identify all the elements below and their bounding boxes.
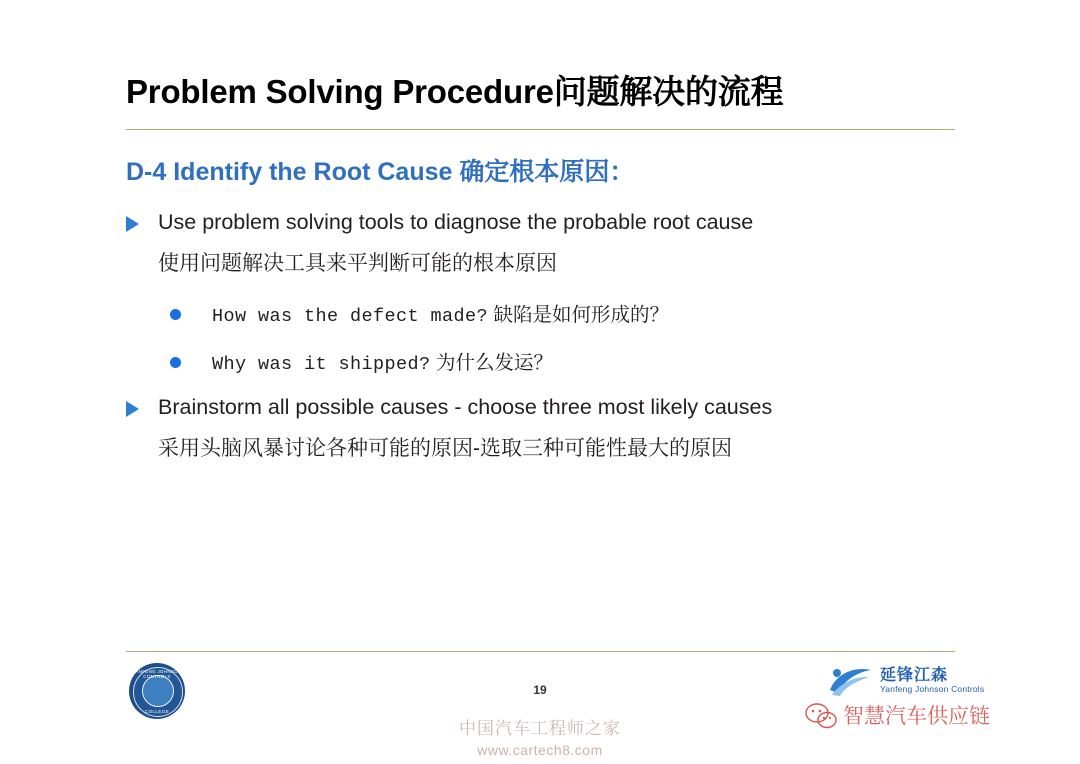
- triangle-bullet-icon: [126, 216, 139, 232]
- site-watermark-url: www.cartech8.com: [477, 742, 603, 758]
- corporate-logo: [828, 662, 985, 704]
- wechat-watermark-text: 智慧汽车供应链: [843, 705, 990, 728]
- corporate-logo-cn: 延锋江森: [880, 667, 949, 684]
- sub-bullet-text-en: How was the defect made?: [212, 306, 489, 327]
- dot-bullet-icon: [170, 357, 181, 368]
- bullet-text-en: Brainstorm all possible causes - choose three most likely causes: [158, 395, 773, 419]
- bullet-text-cn: 采用头脑风暴讨论各种可能的原因-选取三种可能性最大的原因: [158, 437, 732, 460]
- triangle-bullet-icon: [126, 401, 139, 417]
- sub-bullet-text: [212, 299, 669, 327]
- page-number: 19: [533, 683, 547, 697]
- page-title: Problem Solving Procedure问题解决的流程: [126, 73, 784, 110]
- bullet-text-en: Use problem solving tools to diagnose the probable root cause: [158, 210, 754, 234]
- footer-divider: [126, 651, 955, 652]
- dot-bullet-icon: [170, 309, 181, 320]
- sub-bullet-text-en: Why was it shipped?: [212, 354, 431, 375]
- college-seal-logo: [129, 663, 185, 719]
- title-divider: [126, 129, 955, 130]
- swoosh-icon: [828, 664, 874, 698]
- sub-bullet-text-cn: 为什么发运？: [435, 352, 553, 374]
- site-watermark: [0, 714, 1080, 758]
- bullet-text-cn: 使用问题解决工具来平判断可能的根本原因: [158, 252, 557, 275]
- seal-bottom-text: COLLEGE: [144, 709, 170, 714]
- sub-bullet-text-cn: 缺陷是如何形成的？: [493, 304, 669, 326]
- corporate-logo-en: Yanfeng Johnson Controls: [880, 684, 985, 694]
- sub-bullet-text: [212, 347, 553, 375]
- seal-top-text: YANFENG JOHNSON CONTROLS: [132, 669, 182, 679]
- section-subtitle: D-4 Identify the Root Cause 确定根本原因：: [126, 158, 635, 186]
- seal-inner-disc: [142, 675, 174, 707]
- site-watermark-cn: 中国汽车工程师之家: [459, 719, 621, 738]
